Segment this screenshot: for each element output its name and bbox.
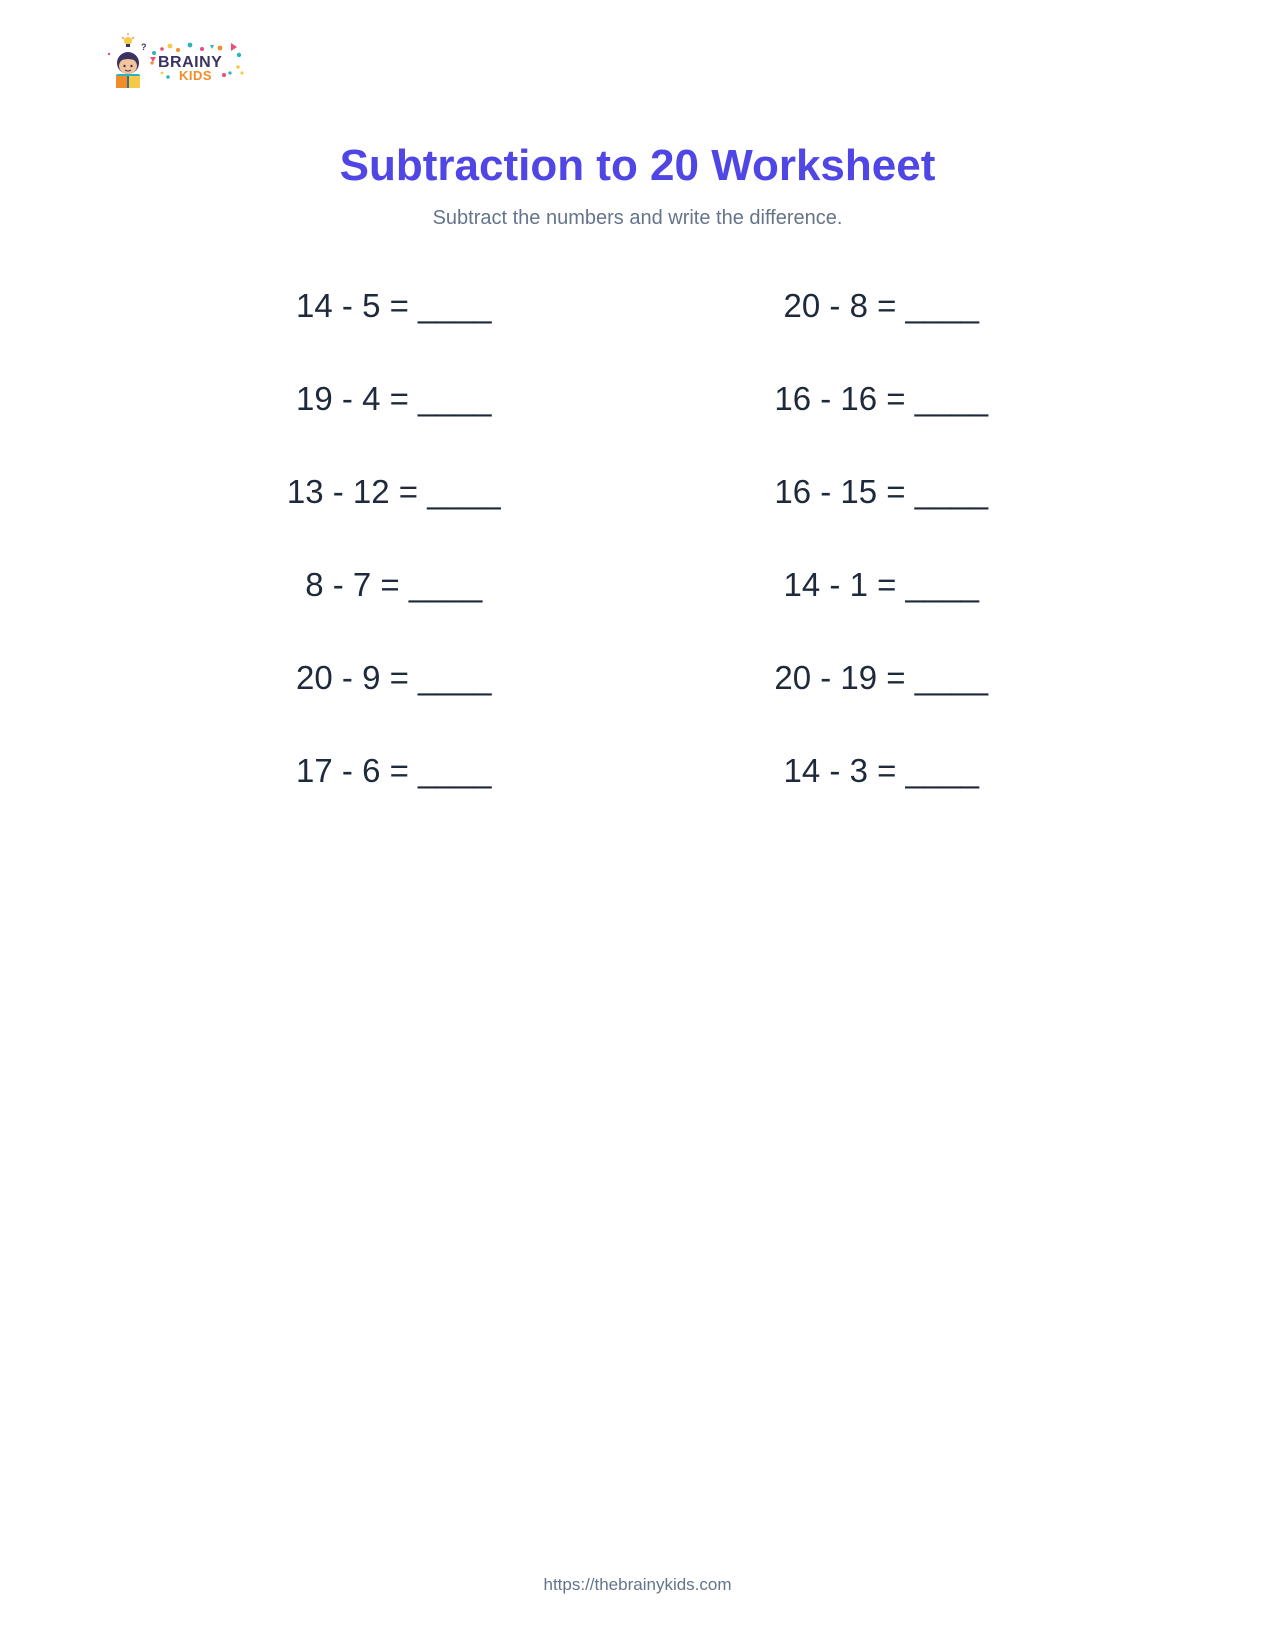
- problem-item: 16 - 16 = ____: [774, 380, 989, 417]
- footer-url[interactable]: https://thebrainykids.com: [543, 1575, 732, 1594]
- worksheet-instructions: Subtract the numbers and write the difference.: [432, 207, 843, 229]
- brainy-kids-logo: [106, 33, 256, 93]
- problem-item: 14 - 1 = ____: [783, 566, 979, 603]
- worksheet-title: Subtraction to 20 Worksheet: [339, 141, 936, 190]
- problem-grid: [150, 280, 1125, 838]
- problem-item: 16 - 15 = ____: [774, 473, 989, 510]
- problem-item: 20 - 8 = ____: [783, 287, 979, 324]
- problem-item: 13 - 12 = ____: [286, 473, 501, 510]
- logo-brainy-text: BRAINY: [158, 54, 223, 71]
- problem-item: 17 - 6 = ____: [296, 752, 492, 789]
- problem-item: 20 - 19 = ____: [774, 659, 989, 696]
- problem-item: 14 - 5 = ____: [296, 287, 492, 324]
- problem-item: 8 - 7 = ____: [305, 566, 483, 603]
- logo-kids-text: KIDS: [179, 68, 213, 83]
- problem-item: 19 - 4 = ____: [296, 380, 492, 417]
- question-mark: ?: [141, 42, 147, 52]
- problem-item: 20 - 9 = ____: [296, 659, 492, 696]
- problem-item: 14 - 3 = ____: [783, 752, 979, 789]
- kid-reading-icon: [116, 52, 140, 88]
- lightbulb-icon: [122, 33, 134, 47]
